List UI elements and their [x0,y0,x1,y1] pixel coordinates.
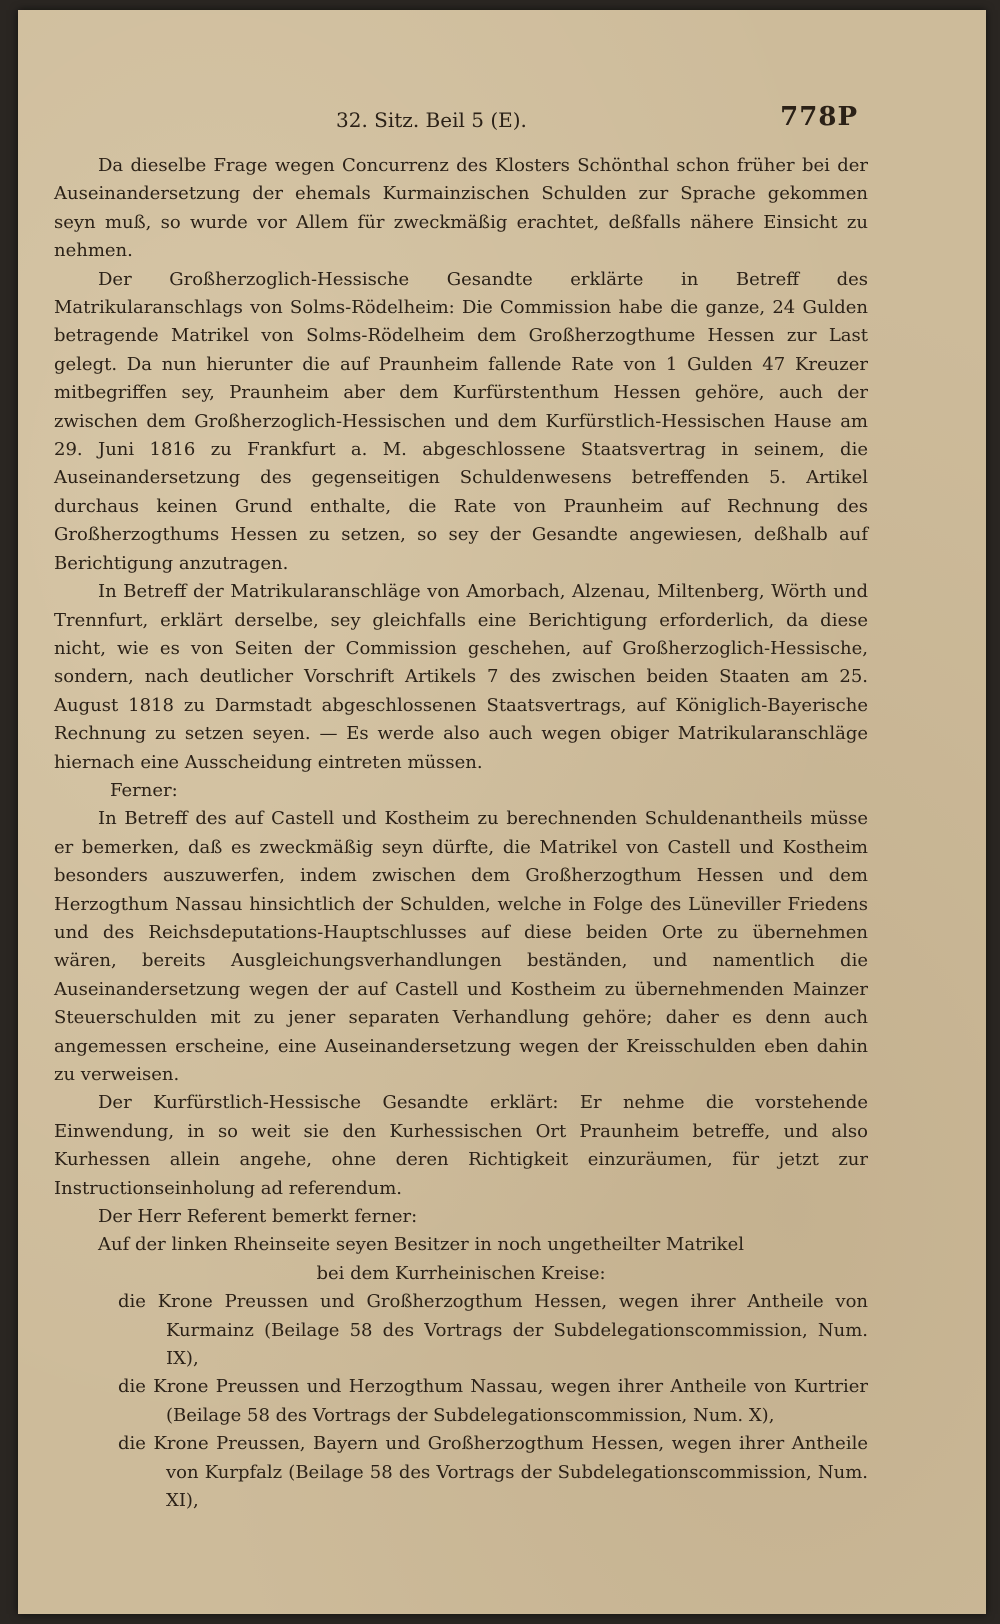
centered-line: bei dem Kurrheinischen Kreise: [316,1262,606,1284]
page-header [18,102,986,142]
paragraph: Der Kurfürstlich-Hessische Gesandte erklärt: Er nehme die vorstehende Einwendung, in so weit sie den Kurhessischen Ort Praunheim betreffe, und also Kurhessen allein angehe, ohne deren Richtigkeit einzuräumen, für jetzt zur Instructionseinholung ad referendum. [54,1092,868,1199]
paragraph: Auf der linken Rheinseite seyen Besitzer in noch ungetheilter Matrikel [98,1234,744,1256]
paragraph: In Betreff der Matrikularanschläge von Amorbach, Alzenau, Miltenberg, Wörth und Trennfurt, erklärt derselbe, sey gleichfalls eine Berichtigung erforderlich, da diese nicht, wie es von Seiten der Commission geschehen, auf Großherzoglich-Hessische, sondern, nach deutlicher Vorschrift Artikels 7 des zwischen beiden Staaten am 25. August 1818 zu Darmstadt abgeschlossenen Staatsvertrags, auf Königlich-Bayerische Rechnung zu setzen seyen. — Es werde also auch wegen obiger Matrikularanschläge hiernach eine Ausscheidung eintreten müssen. [54,581,868,773]
scanned-page [18,10,986,1614]
paragraph: Der Großherzoglich-Hessische Gesandte erklärte in Betreff des Matrikularanschlags von Solms-Rödelheim: Die Commission habe die ganze, 24 Gulden betragende Matrikel von Solms-Rödelheim dem Großherzogthume Hessen zur Last gelegt. Da nun hierunter die auf Praunheim fallende Rate von 1 Gulden 47 Kreuzer mitbegriffen sey, Praunheim aber dem Kurfürstenthum Hessen gehöre, auch der zwischen dem Großherzoglich-Hessischen und dem Kurfürstlich-Hessischen Hause am 29. Juni 1816 zu Frankfurt a. M. abgeschlossene Staatsvertrag in seinem, die Auseinandersetzung des gegenseitigen Schuldenwesens betreffenden 5. Artikel durchaus keinen Grund enthalte, die Rate von Praunheim auf Rechnung des Großherzogthums Hessen zu setzen, so sey der Gesandte angewiesen, deßhalb auf Berichtigung anzutragen. [54,268,868,574]
page-number: 778P [780,102,858,132]
list-item: die Krone Preussen, Bayern und Großherzogthum Hessen, wegen ihrer Antheile von Kurpfalz (Beilage 58 des Vortrags der Subdelegationscommission, Num. XI), [118,1433,868,1512]
running-head: 32. Sitz. Beil 5 (E). [336,108,527,132]
list-item: die Krone Preussen und Großherzogthum Hessen, wegen ihrer Antheile von Kurmainz (Beilage 58 des Vortrags der Subdelegationscommission, Num. IX), [118,1291,868,1370]
paragraph: In Betreff des auf Castell und Kostheim zu berechnenden Schuldenantheils müsse er bemerken, daß es zweckmäßig seyn dürfte, die Matrikel von Castell und Kostheim besonders auszuwerfen, indem zwischen dem Großherzogthum Hessen und dem Herzogthum Nassau hinsichtlich der Schulden, welche in Folge des Lüneviller Friedens und des Reichsdeputations-Hauptschlusses auf diese beiden Orte zu übernehmen wären, bereits Ausgleichungsverhandlungen beständen, und namentlich die Auseinandersetzung wegen der auf Castell und Kostheim zu übernehmenden Mainzer Steuerschulden mit zu jener separaten Verhandlung gehöre; daher es denn auch angemessen erscheine, eine Auseinandersetzung wegen der Kreisschulden eben dahin zu verweisen. [54,808,868,1085]
paragraph-ferner: Ferner: [110,779,178,801]
paragraph: Der Herr Referent bemerkt ferner: [98,1206,418,1228]
list-item: die Krone Preussen und Herzogthum Nassau, wegen ihrer Antheile von Kurtrier (Beilage 58 des Vortrags der Subdelegationscommission, Num. X), [118,1376,868,1426]
body-text [54,152,868,1516]
paragraph: Da dieselbe Frage wegen Concurrenz des Klosters Schönthal schon früher bei der Auseinandersetzung der ehemals Kurmainzischen Schulden zur Sprache gekommen seyn muß, so wurde vor Allem für zweckmäßig erachtet, deßfalls nähere Einsicht zu nehmen. [54,155,868,262]
